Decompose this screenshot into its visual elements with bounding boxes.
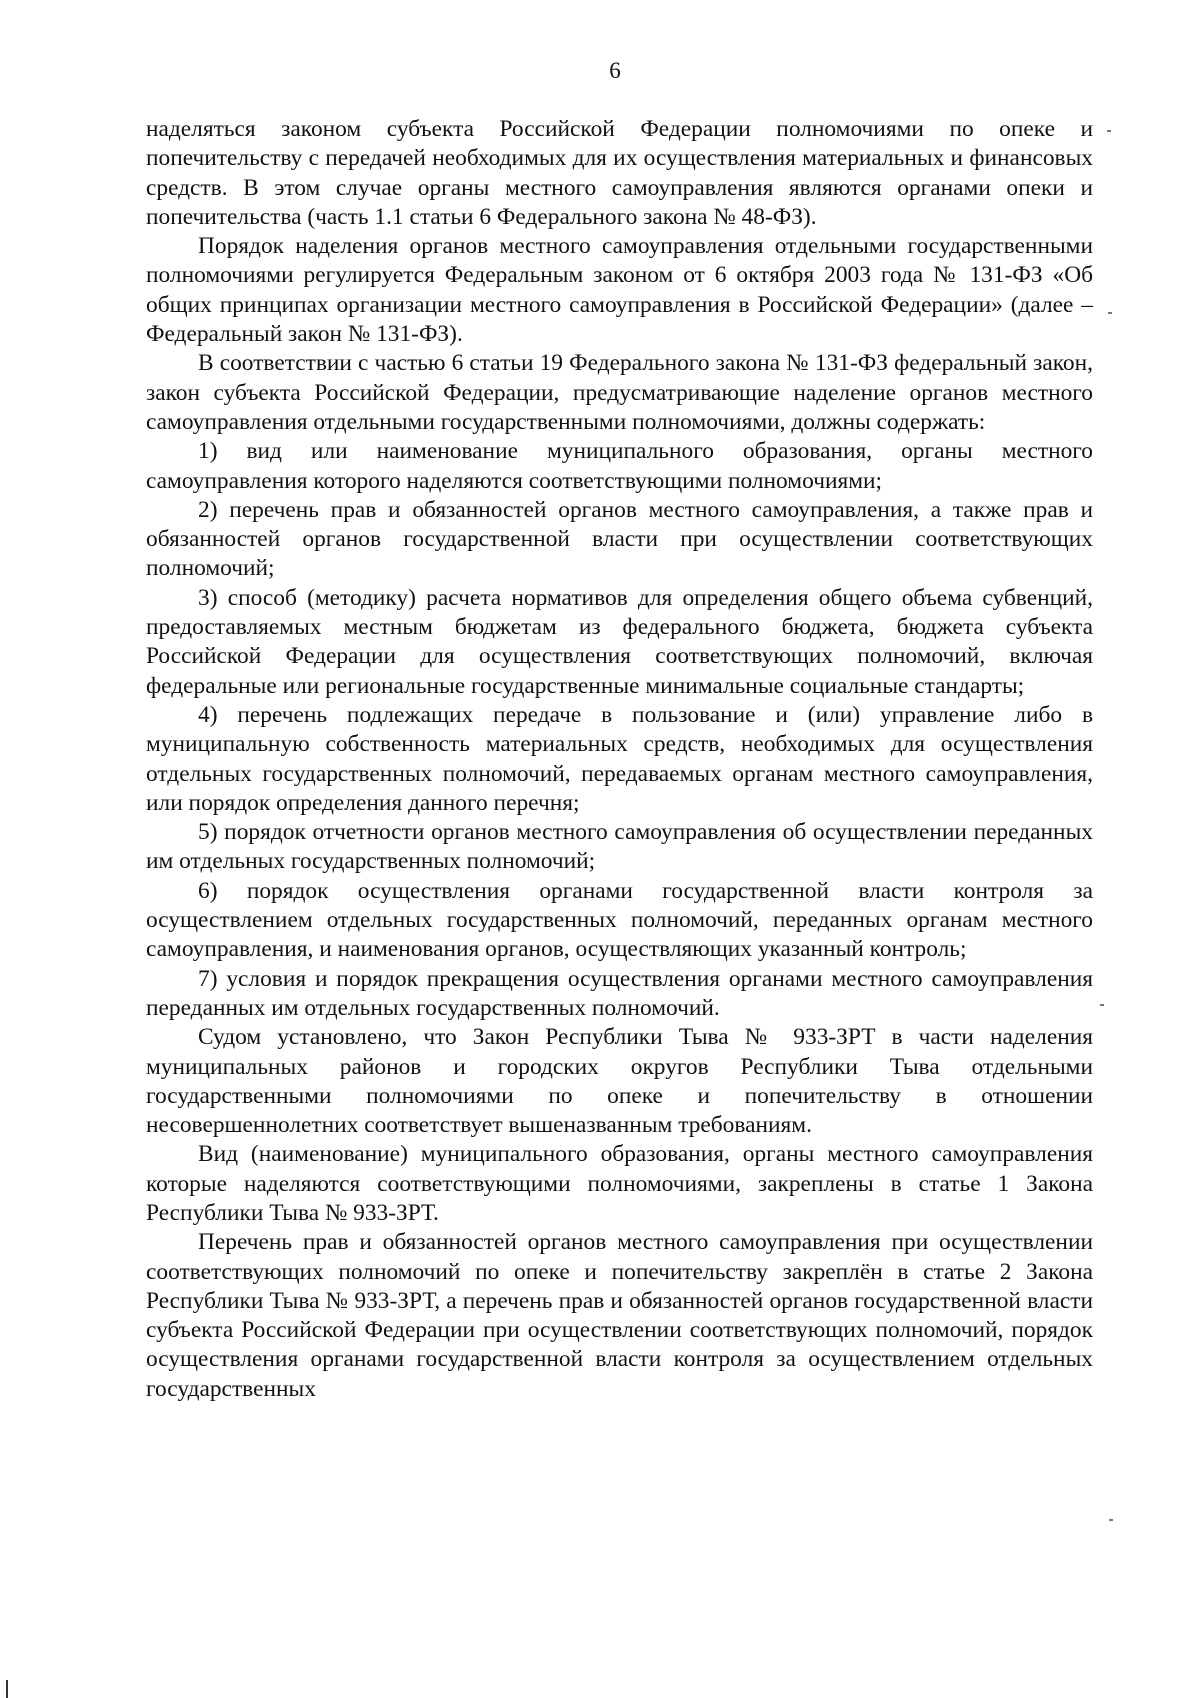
document-body — [146, 115, 1093, 1404]
paragraph-continuation: наделяться законом субъекта Российской Федерации полномочиями по опеке и попечительству с передачей необходимых для их осуществления материальных и финансовых средств. В этом случае органы местного самоуправления являются органами опеки и попечительства (часть 1.1 статьи 6 Федерального закона № 48-ФЗ). — [146, 116, 1093, 230]
scan-speck — [1107, 130, 1111, 132]
list-item-1: 1) вид или наименование муниципального образования, органы местного самоуправления которого наделяются соответствующими полномочиями; — [146, 438, 1093, 494]
list-item-7: 7) условия и порядок прекращения осуществления органами местного самоуправления переданных им отдельных государственных полномочий. — [146, 965, 1093, 1021]
list-item-4: 4) перечень подлежащих передаче в пользование и (или) управление либо в муниципальную собственность материальных средств, необходимых для осуществления отдельных государственных полномочий, передаваемых органам местного самоуправления, или порядок определения данного перечня; — [146, 701, 1093, 816]
paragraph-article-2: Перечень прав и обязанностей органов местного самоуправления при осуществлении соответствующих полномочий по опеке и попечительству закреплён в статье 2 Закона Республики Тыва № 933-ЗРТ, а перечень прав и обязанностей органов государственной власти субъекта Российской Федерации при осуществлении соответствующих полномочий, порядок осуществления органами государственной власти контроля за осуществлением отдельных государственных — [146, 1229, 1093, 1402]
paragraph-procedure: Порядок наделения органов местного самоуправления отдельными государственными полномочиями регулируется Федеральным законом от 6 октября 2003 года № 131-ФЗ «Об общих принципах организации местного самоуправления в Российской Федерации» (далее – Федеральный закон № 131-ФЗ). — [146, 233, 1093, 348]
paragraph-court-finding: Судом установлено, что Закон Республики Тыва № 933-ЗРТ в части наделения муниципальных районов и городских округов Республики Тыва отдельными государственными полномочиями по опеке и попечительству в отношении несовершеннолетних соответствует вышеназванным требованиям. — [146, 1024, 1093, 1139]
page-number: 6 — [609, 58, 621, 83]
scan-speck — [1108, 312, 1112, 314]
scan-speck — [1109, 1519, 1113, 1521]
list-item-5: 5) порядок отчетности органов местного самоуправления об осуществлении переданных им отдельных государственных полномочий; — [146, 819, 1093, 875]
list-item-2: 2) перечень прав и обязанностей органов местного самоуправления, а также прав и обязанностей органов государственной власти при осуществлении соответствующих полномочий; — [146, 496, 1093, 582]
list-item-6: 6) порядок осуществления органами государственной власти контроля за осуществлением отдельных государственных полномочий, переданных органам местного самоуправления, и наименования органов, осуществляющих указанный контроль; — [146, 877, 1093, 963]
paragraph-article-19: В соответствии с частью 6 статьи 19 Федерального закона № 131-ФЗ федеральный закон, закон субъекта Российской Федерации, предусматривающие наделение органов местного самоуправления отдельными государственными полномочиями, должны содержать: — [146, 350, 1093, 435]
scan-speck — [1100, 1004, 1104, 1006]
paragraph-article-1: Вид (наименование) муниципального образования, органы местного самоуправления которые наделяются соответствующими полномочиями, закреплены в статье 1 Закона Республики Тыва № 933-ЗРТ. — [146, 1141, 1093, 1226]
scan-edge-mark — [6, 1680, 8, 1698]
list-item-3: 3) способ (методику) расчета нормативов для определения общего объема субвенций, предоставляемых местным бюджетам из федерального бюджета, бюджета субъекта Российской Федерации для осуществления соответствующих полномочий, включая федеральные или региональные государственные минимальные социальные стандарты; — [146, 584, 1093, 699]
